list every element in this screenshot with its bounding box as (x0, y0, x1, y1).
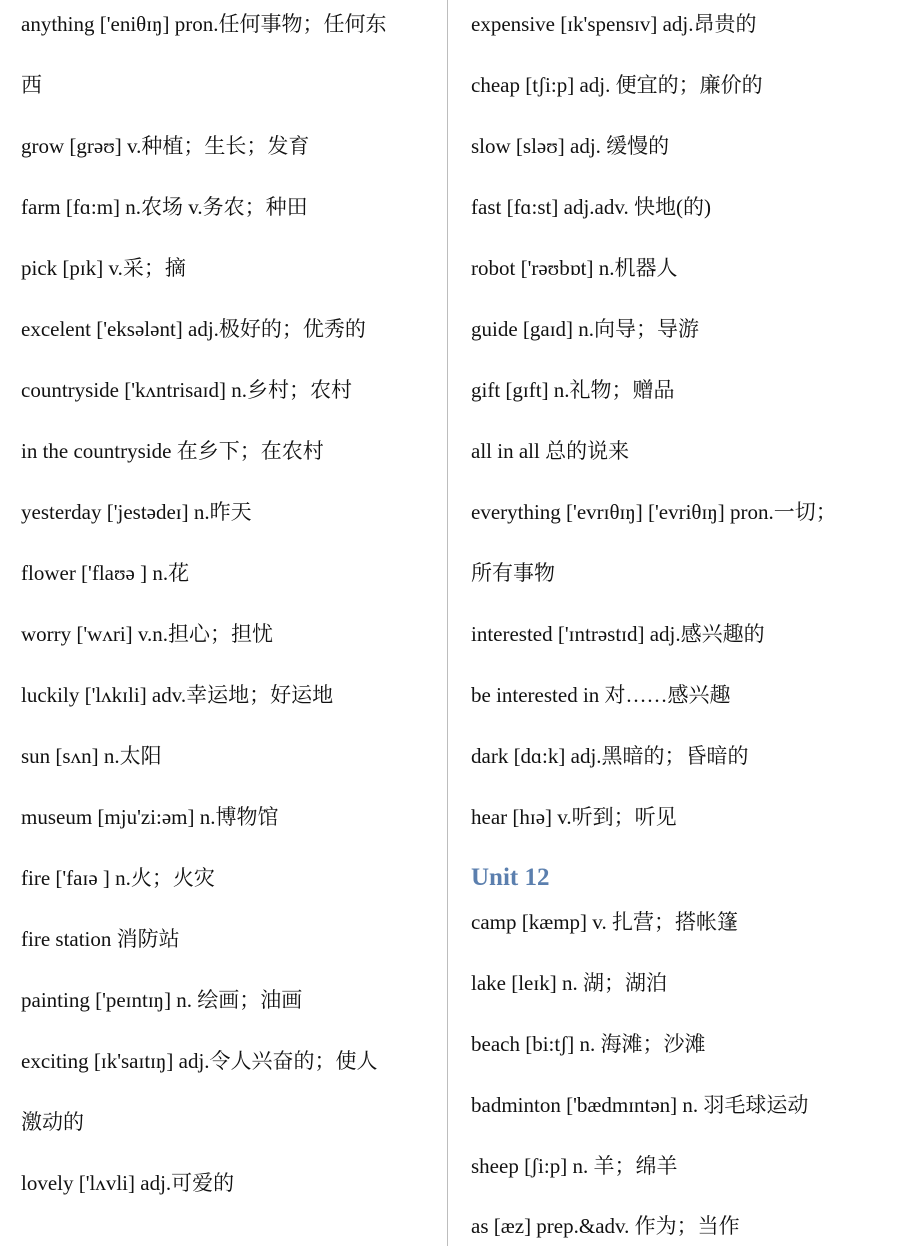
vocab-line: museum [mju'zi:əm] n.博物馆 (21, 805, 279, 829)
vocab-line: anything ['eniθɪŋ] pron.任何事物；任何东 (21, 12, 387, 36)
vocab-line: expensive [ɪk'spensɪv] adj.昂贵的 (471, 12, 757, 36)
vocab-line: luckily ['lʌkɪli] adv.幸运地；好运地 (21, 683, 334, 707)
vocab-line: robot ['rəʊbɒt] n.机器人 (471, 256, 678, 280)
vocab-line: guide [gaɪd] n.向导；导游 (471, 317, 700, 341)
vocab-line: worry ['wʌri] v.n.担心；担忧 (21, 622, 274, 646)
vocab-line: painting ['peɪntɪŋ] n. 绘画；油画 (21, 988, 303, 1012)
vocab-line: gift [gɪft] n.礼物；赠品 (471, 378, 675, 402)
vocab-line: flower ['flaʊə ] n.花 (21, 561, 190, 585)
vocab-line: countryside ['kʌntrisaɪd] n.乡村；农村 (21, 378, 352, 402)
vocab-line: sun [sʌn] n.太阳 (21, 744, 162, 768)
vocab-line: camp [kæmp] v. 扎营；搭帐篷 (471, 910, 738, 934)
vocab-line: grow [grəʊ] v.种植；生长；发育 (21, 134, 310, 158)
vocab-line: everything ['evrɪθɪŋ] ['evriθɪŋ] pron.一切； (471, 500, 837, 524)
vocab-line: fire station 消防站 (21, 927, 180, 951)
vocab-line: hear [hɪə] v.听到；听见 (471, 805, 677, 829)
vocab-line: dark [dɑ:k] adj.黑暗的；昏暗的 (471, 744, 749, 768)
vocab-line: lovely ['lʌvli] adj.可爱的 (21, 1171, 235, 1195)
vocab-line: cheap [tʃi:p] adj. 便宜的；廉价的 (471, 73, 763, 97)
vocab-line: 西 (21, 73, 42, 97)
unit-heading: Unit 12 (471, 864, 550, 891)
vocab-line: 所有事物 (471, 561, 555, 585)
vocab-line: sheep [ʃi:p] n. 羊；绵羊 (471, 1154, 678, 1178)
vocab-line: farm [fɑ:m] n.农场 v.务农；种田 (21, 195, 308, 219)
column-divider (447, 0, 448, 1246)
vocab-line: in the countryside 在乡下；在农村 (21, 439, 324, 463)
vocab-line: all in all 总的说来 (471, 439, 630, 463)
vocab-line: badminton ['bædmɪntən] n. 羽毛球运动 (471, 1093, 809, 1117)
vocab-line: yesterday ['jestədeɪ] n.昨天 (21, 500, 252, 524)
vocab-line: beach [bi:tʃ] n. 海滩；沙滩 (471, 1032, 706, 1056)
vocab-line: lake [leɪk] n. 湖；湖泊 (471, 971, 667, 995)
vocab-line: fire ['faɪə ] n.火；火灾 (21, 866, 215, 890)
vocab-line: be interested in 对……感兴趣 (471, 683, 731, 707)
vocab-line: slow [sləʊ] adj. 缓慢的 (471, 134, 670, 158)
vocab-line: as [æz] prep.&adv. 作为；当作 (471, 1214, 740, 1238)
vocab-line: exciting [ɪk'saɪtɪŋ] adj.令人兴奋的；使人 (21, 1049, 378, 1073)
vocab-line: excelent ['eksələnt] adj.极好的；优秀的 (21, 317, 366, 341)
vocab-line: interested ['ɪntrəstɪd] adj.感兴趣的 (471, 622, 765, 646)
vocab-line: pick [pɪk] v.采；摘 (21, 256, 186, 280)
vocab-line: 激动的 (21, 1110, 84, 1134)
vocab-line: fast [fɑ:st] adj.adv. 快地(的) (471, 195, 711, 219)
